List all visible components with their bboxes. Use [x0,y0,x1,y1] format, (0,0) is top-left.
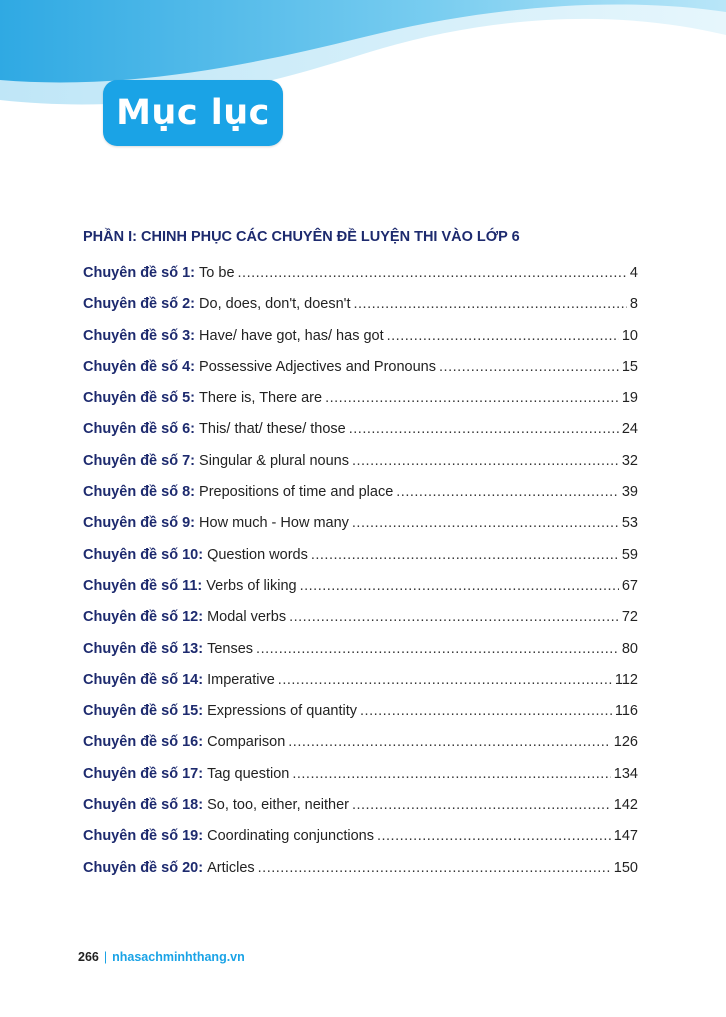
toc-leader-dots [288,734,611,750]
toc-entry [83,515,638,546]
toc-leader-dots [256,641,619,657]
toc-entry [83,766,638,797]
toc-entry-label: Chuyên đề số 3: [83,327,195,344]
toc-entry-topic: Singular & plural nouns [199,452,349,469]
toc-entry-page: 10 [621,327,638,344]
toc-leader-dots [353,296,626,312]
toc-entry-label: Chuyên đề số 17: [83,765,204,782]
toc-entry-topic: Modal verbs [207,609,287,626]
toc-entry [83,797,638,828]
toc-entry-page: 19 [621,390,638,407]
toc-leader-dots [349,421,619,437]
toc-entry-topic: Articles [207,859,255,876]
toc-entry-topic: Tenses [207,640,254,657]
toc-entry-topic: So, too, either, neither [207,797,349,814]
toc-entry-topic: Prepositions of time and place [199,484,394,501]
toc-entry [83,265,638,296]
toc-entry-page: 134 [613,765,638,782]
toc-entry-page: 142 [613,797,638,814]
toc-leader-dots [387,328,619,344]
toc-entry [83,296,638,327]
toc-entry [83,328,638,359]
page-footer [78,950,245,964]
toc-entry-label: Chuyên đề số 9: [83,515,195,532]
toc-entry-page: 8 [629,296,638,313]
toc-entry-page: 67 [621,577,638,594]
page-title-box [103,80,283,146]
toc-entry [83,609,638,640]
toc-leader-dots [278,672,612,688]
toc-entry-label: Chuyên đề số 12: [83,609,204,626]
toc-entry [83,828,638,859]
toc-entry-topic: There is, There are [199,390,323,407]
toc-entry-label: Chuyên đề số 6: [83,421,195,438]
toc-entry-page: 126 [613,734,638,751]
toc-leader-dots [352,453,619,469]
toc-entry [83,547,638,578]
toc-entry-page: 80 [621,640,638,657]
toc-leader-dots [439,359,619,375]
toc-leader-dots [396,484,619,500]
toc-entry [83,359,638,390]
toc-entry-topic: How much - How many [199,515,349,532]
toc-entry-page: 72 [621,609,638,626]
toc-entry [83,641,638,672]
toc-entry-page: 59 [621,546,638,563]
toc-leader-dots [377,828,611,844]
toc-leader-dots [300,578,619,594]
toc-entry-label: Chuyên đề số 8: [83,484,195,501]
toc-entry-label: Chuyên đề số 18: [83,797,204,814]
toc-entry-label: Chuyên đề số 20: [83,859,204,876]
toc-entry-topic: To be [199,265,235,281]
toc-entry-label: Chuyên đề số 10: [83,546,204,563]
toc-entry [83,703,638,734]
toc-entry [83,578,638,609]
toc-entry-page: 39 [621,484,638,501]
toc-entry-topic: Verbs of liking [206,577,297,594]
toc-entry-label: Chuyên đề số 4: [83,358,195,375]
toc-entry [83,734,638,765]
toc-entry-page: 53 [621,515,638,532]
page-title: Mục lục [116,93,270,133]
footer-website: nhasachminhthang.vn [112,950,245,964]
toc-entry-topic: Imperative [207,671,275,688]
toc-entry-page: 24 [621,421,638,438]
toc-entry-label: Chuyên đề số 1: [83,265,195,281]
toc-entry-label: Chuyên đề số 11: [83,577,203,594]
toc-leader-dots [311,547,619,563]
toc-entry [83,860,638,891]
toc-entry-label: Chuyên đề số 7: [83,452,195,469]
toc-entry-topic: Coordinating conjunctions [207,828,374,845]
toc-leader-dots [360,703,612,719]
toc-entry-page: 150 [613,859,638,876]
section-heading: PHẦN I: CHINH PHỤC CÁC CHUYÊN ĐỀ LUYỆN THI VÀO LỚP 6 [83,229,520,245]
toc-leader-dots [352,797,611,813]
toc-entry-label: Chuyên đề số 13: [83,640,204,657]
toc-entry-topic: Comparison [207,734,286,751]
footer-page-number: 266 [78,950,99,964]
toc-entry-label: Chuyên đề số 19: [83,828,204,845]
toc-leader-dots [352,515,619,531]
table-of-contents [83,265,638,891]
toc-entry-page: 116 [614,703,638,720]
toc-entry [83,672,638,703]
toc-entry-page: 32 [621,452,638,469]
toc-entry [83,390,638,421]
toc-entry-page: 112 [614,671,638,688]
toc-entry [83,421,638,452]
toc-entry-topic: Question words [207,546,308,563]
toc-entry-page: 15 [621,358,638,375]
toc-entry-label: Chuyên đề số 15: [83,703,204,720]
toc-entry-label: Chuyên đề số 16: [83,734,204,751]
footer-separator: | [103,950,108,964]
toc-leader-dots [292,766,610,782]
toc-leader-dots [289,609,619,625]
toc-entry-label: Chuyên đề số 14: [83,671,204,688]
toc-leader-dots [325,390,619,406]
toc-entry-topic: Possessive Adjectives and Pronouns [199,358,437,375]
toc-entry-label: Chuyên đề số 5: [83,390,195,407]
toc-entry [83,484,638,515]
toc-entry-topic: This/ that/ these/ those [199,421,346,438]
toc-entry-topic: Expressions of quantity [207,703,358,720]
toc-leader-dots [258,860,611,876]
toc-entry-topic: Tag question [207,765,290,782]
toc-entry-topic: Do, does, don't, doesn't [199,296,351,313]
toc-entry-topic: Have/ have got, has/ has got [199,327,384,344]
toc-entry [83,453,638,484]
toc-entry-page: 4 [629,265,638,281]
toc-entry-page: 147 [613,828,638,845]
toc-entry-label: Chuyên đề số 2: [83,296,195,313]
toc-leader-dots [238,265,627,281]
